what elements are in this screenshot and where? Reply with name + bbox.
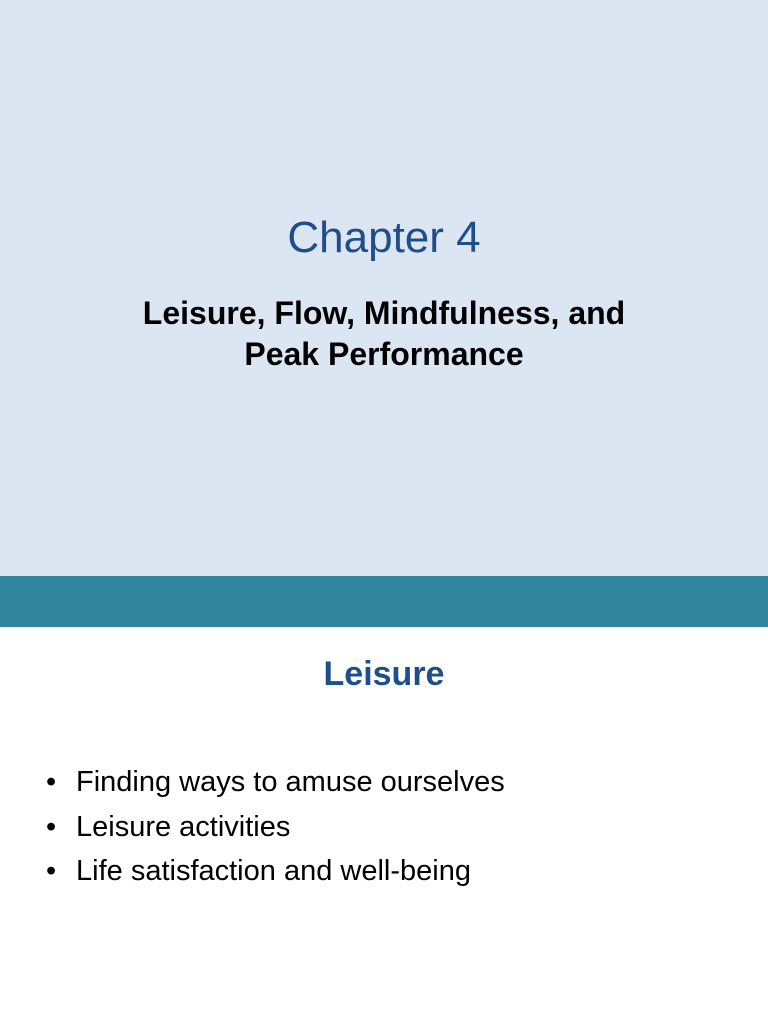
chapter-subtitle: [0, 293, 768, 375]
bullet-icon: •: [46, 766, 57, 798]
section-heading: Leisure: [323, 655, 445, 693]
bullet-text: Life satisfaction and well-being: [76, 855, 471, 887]
list-item: [46, 849, 505, 894]
subtitle-line-1: Leisure, Flow, Mindfulness, and: [142, 295, 626, 331]
list-item: [46, 760, 505, 805]
slide-divider: [0, 576, 768, 627]
chapter-title: Chapter 4: [287, 213, 481, 262]
bullet-text: Leisure activities: [76, 810, 291, 843]
bullet-list: [46, 760, 505, 894]
list-item: [46, 805, 505, 850]
bullet-icon: •: [46, 810, 57, 843]
bullet-icon: •: [46, 855, 57, 887]
bullet-text: Finding ways to amuse ourselves: [76, 766, 505, 798]
content-slide: [0, 627, 768, 1024]
subtitle-line-2: Peak Performance: [244, 336, 524, 372]
